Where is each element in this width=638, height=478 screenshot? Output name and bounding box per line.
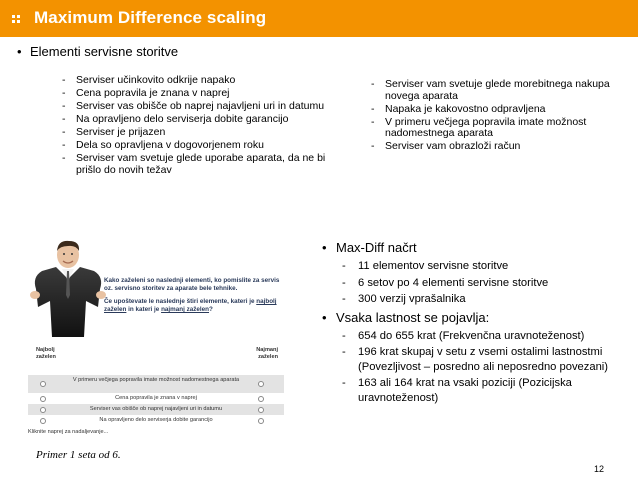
grid-dots-icon	[12, 15, 22, 25]
list-item: - Cena popravila je znana v naprej	[62, 88, 342, 100]
question-line-2: Če upoštevate le naslednje štiri elemente, kateri je najbolj zaželen in kateri je najmanj zaželen?	[104, 298, 277, 313]
most-radio[interactable]	[40, 396, 46, 402]
least-radio[interactable]	[258, 396, 264, 402]
slide-title: Maximum Difference scaling	[34, 8, 267, 27]
sub-item: - 196 krat skupaj v setu z vsemi ostalimi lastnostmi (Povezljivost – posredno ali neposredno povezani)	[342, 345, 622, 374]
left-element-list	[62, 75, 342, 178]
next-link[interactable]: Kliknite naprej za nadaljevanje...	[28, 429, 109, 435]
sub-item: - 163 ali 164 krat na vsaki poziciji (Pozicijska uravnoteženost)	[342, 376, 622, 405]
sub-item: - 6 setov po 4 elementi servisne storitve	[342, 276, 622, 291]
bullet-attribute-appearance: • Vsaka lastnost se pojavlja: - 654 do 655 krat (Frekvenčna uravnoteženost) - 196 krat skupaj v setu z vsemi ostalimi lastnostmi (Povezljivost – posredno ali neposredno povezani) - 163 ali 164 krat na vsaki poziciji (Pozicijska uravnoteženost)	[322, 310, 622, 406]
most-radio[interactable]	[40, 381, 46, 387]
sub-item: - 300 verzij vprašalnika	[342, 292, 622, 307]
most-radio[interactable]	[40, 407, 46, 413]
header-most-preferred: Najbolj zaželen	[36, 347, 56, 360]
header-least-preferred: Najmanj zaželen	[256, 347, 278, 360]
survey-question	[104, 277, 289, 314]
best-label: najbolj zaželen	[104, 298, 277, 313]
table-row	[28, 393, 284, 404]
list-item: - V primeru večjega popravila imate možnost nadomestnega aparata	[371, 117, 633, 140]
row-label: Serviser vas obišče ob naprej najavljeni uri in datumu	[89, 406, 223, 412]
most-radio[interactable]	[40, 418, 46, 424]
survey-header	[28, 345, 284, 375]
businessman-photo	[28, 237, 108, 337]
right-element-list	[371, 79, 633, 154]
page-number: 12	[593, 464, 604, 474]
main-bullet: • Elementi servisne storitve	[30, 44, 178, 59]
least-radio[interactable]	[258, 381, 264, 387]
list-item: - Serviser učinkovito odkrije napako	[62, 75, 342, 87]
list-item: - Serviser vam svetuje glede uporabe aparata, da ne bi prišlo do novih težav	[62, 153, 342, 176]
worst-label: najmanj zaželen	[161, 306, 210, 313]
list-item: - Na opravljeno delo serviserja dobite garancijo	[62, 114, 342, 126]
table-row	[28, 404, 284, 415]
table-row	[28, 415, 284, 426]
row-label: Cena popravila je znana v naprej	[115, 395, 197, 401]
least-radio[interactable]	[258, 418, 264, 424]
least-radio[interactable]	[258, 407, 264, 413]
list-item: - Serviser vas obišče ob naprej najavljeni uri in datumu	[62, 101, 342, 113]
maxdiff-survey-table	[28, 345, 284, 435]
bullet-maxdiff-design: • Max-Diff načrt - 11 elementov servisne storitve - 6 setov po 4 elementi servisne storitve - 300 verzij vprašalnika	[322, 240, 622, 307]
sub-item: - 11 elementov servisne storitve	[342, 259, 622, 274]
list-item: - Serviser vam svetuje glede morebitnega nakupa novega aparata	[371, 79, 633, 102]
figure-caption: Primer 1 seta od 6.	[36, 449, 121, 461]
question-line-1: Kako zaželeni so naslednji elementi, ko pomislite za servis oz. servisno storitev za aparate bele tehnike.	[104, 277, 280, 292]
list-item: - Serviser vam obrazloži račun	[371, 141, 633, 153]
row-label: Na opravljeno delo serviserja dobite garancijo	[99, 417, 213, 423]
table-row	[28, 375, 284, 393]
sub-item: - 654 do 655 krat (Frekvenčna uravnoteženost)	[342, 329, 622, 344]
title-bar	[0, 0, 638, 37]
list-item: - Serviser je prijazen	[62, 127, 342, 139]
design-bullets	[322, 240, 622, 408]
list-item: - Napaka je kakovostno odpravljena	[371, 104, 633, 116]
row-label: V primeru večjega popravila imate možnost nadomestnega aparata	[72, 377, 240, 383]
list-item: - Dela so opravljena v dogovorjenem roku	[62, 140, 342, 152]
